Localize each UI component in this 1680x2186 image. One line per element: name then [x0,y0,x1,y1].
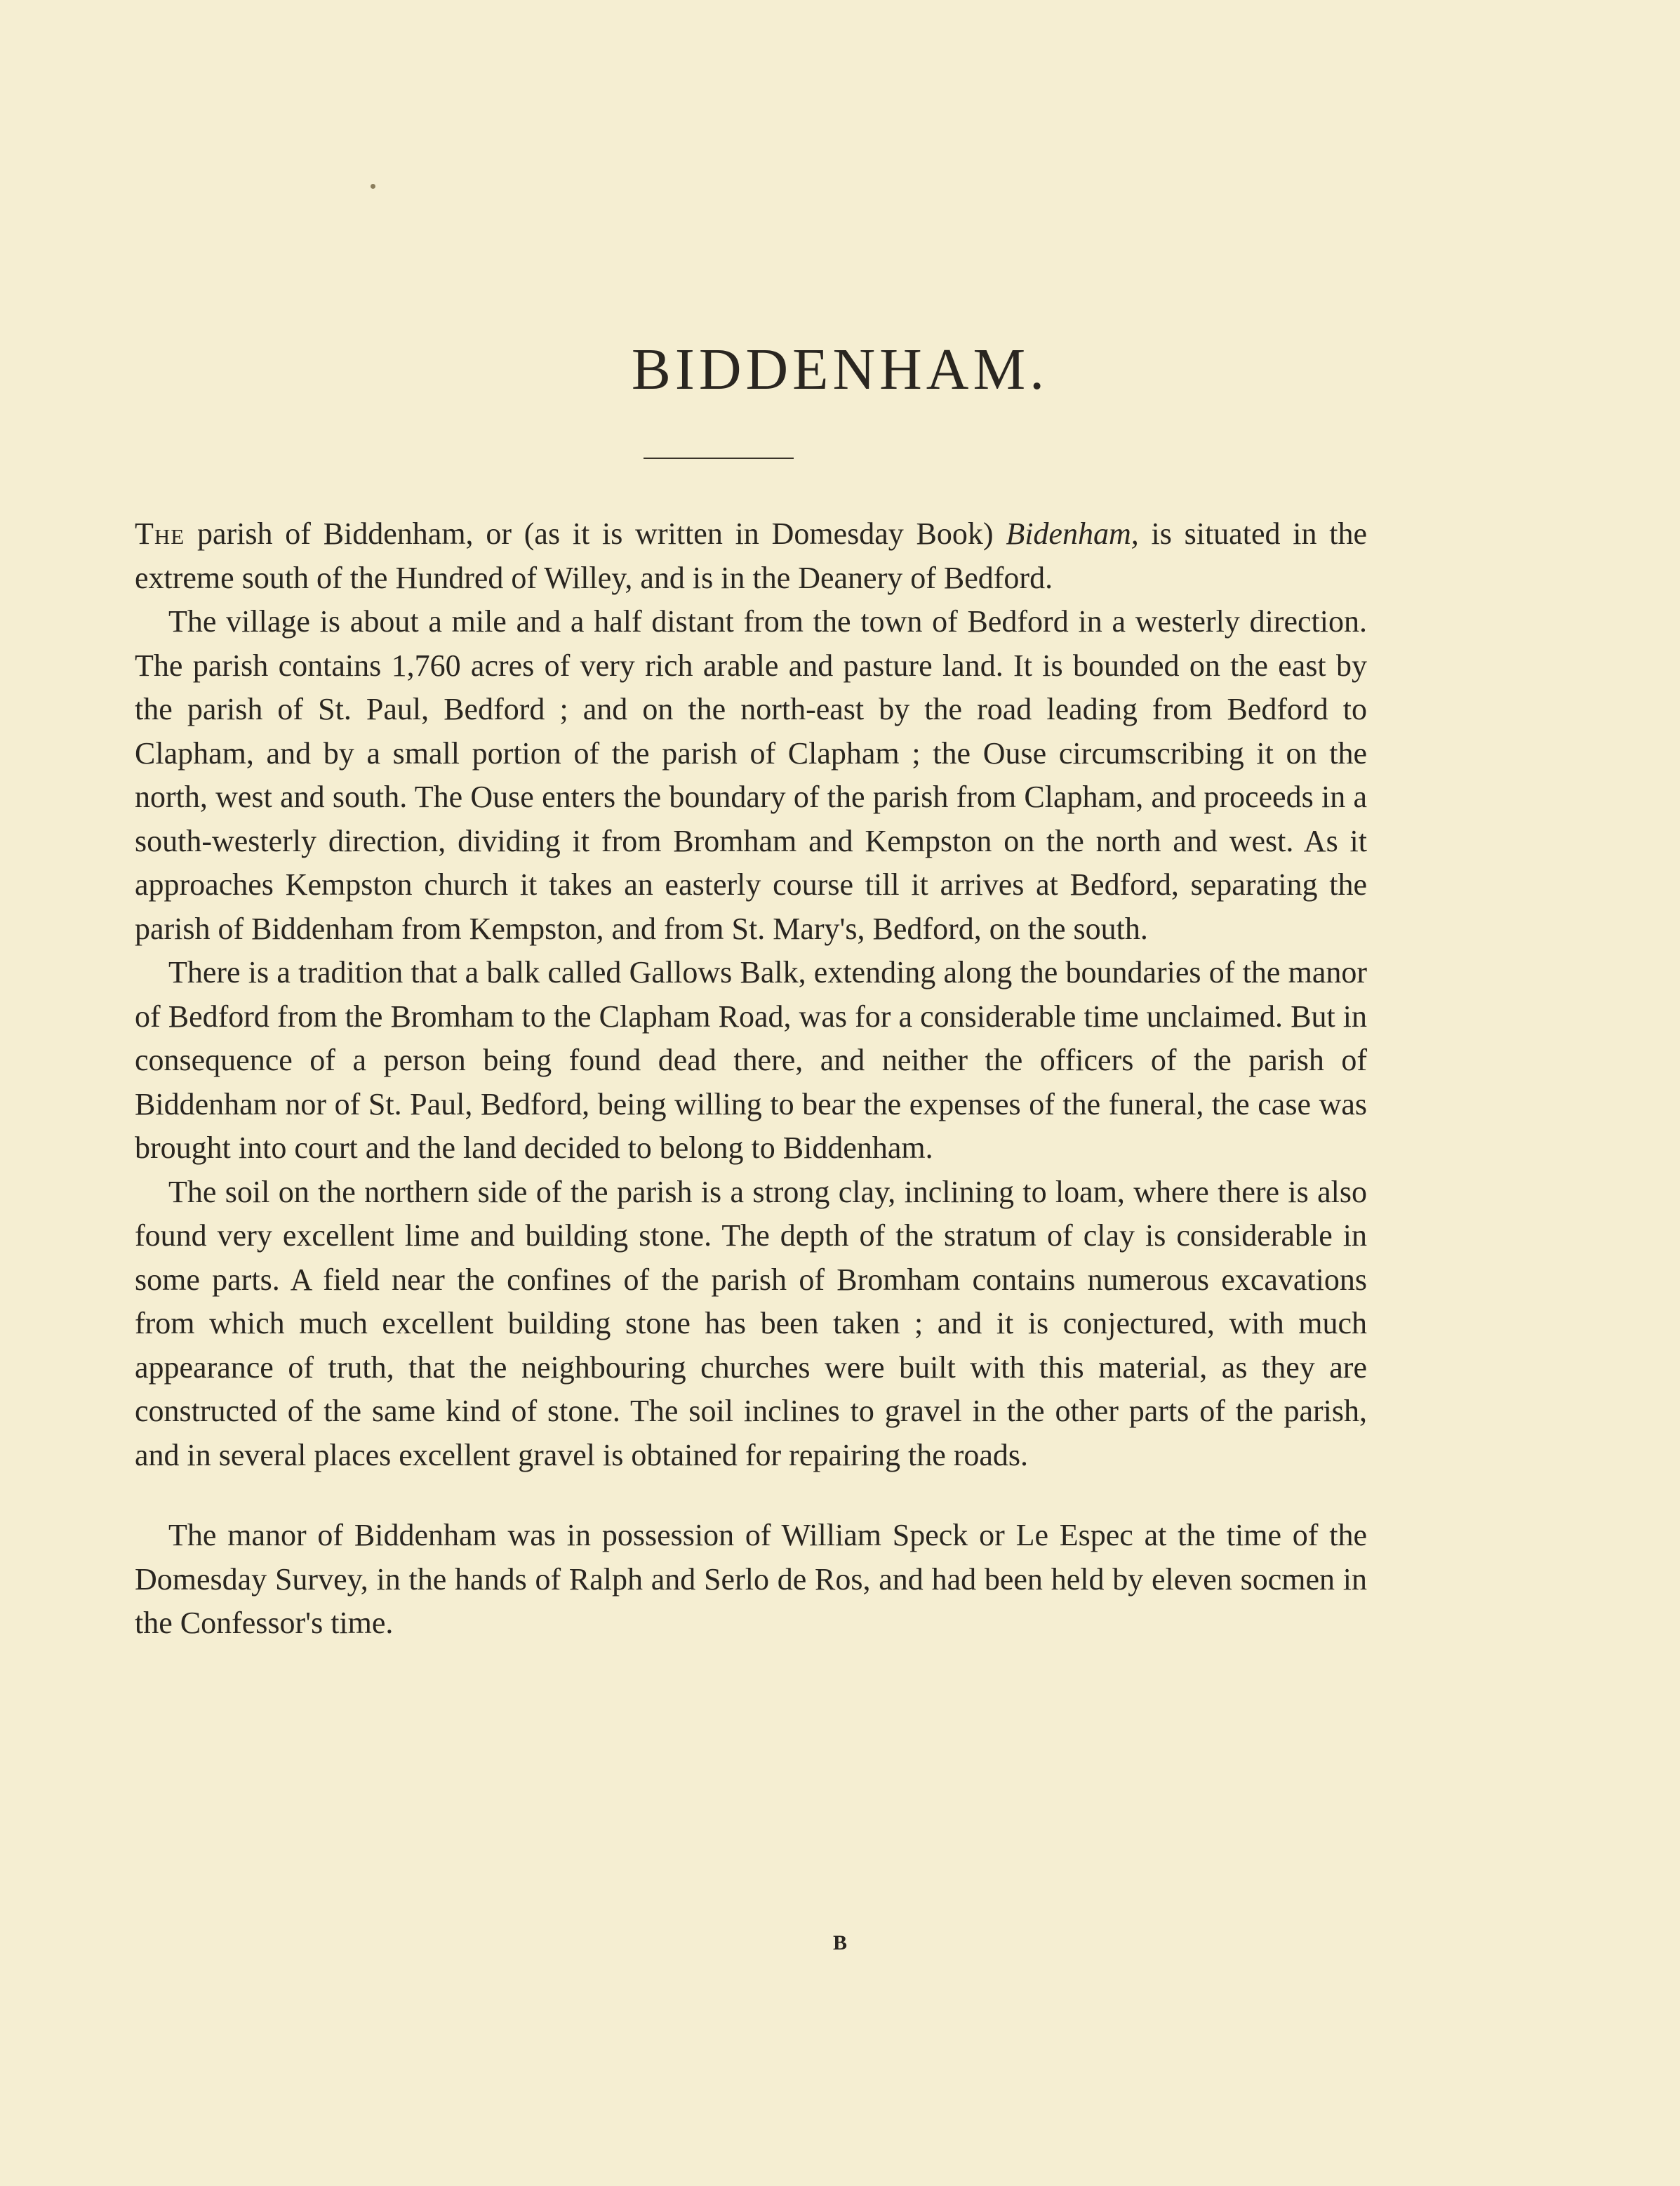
paragraph-1 [135,512,1367,600]
paragraph-text: parish of Biddenham, or (as it is written in Domesday Book) [185,516,1006,551]
italic-term: Bidenham, [1006,516,1139,551]
paragraph-4: The soil on the northern side of the parish is a strong clay, inclining to loam, where there is also found very excellent lime and building stone. The depth of the stratum of clay is considerable in some parts. A field near the confines of the parish of Bromham contains numerous excavations from which much excellent building stone has been taken ; and it is conjectured, with much appearance of truth, that the neighbouring churches were built with this material, as they are constructed of the same kind of stone. The soil inclines to gravel in the other parts of the parish, and in several places excellent gravel is obtained for repairing the roads. [135,1174,1367,1472]
paragraph-text: is situated in the extreme south of the Hundred of Willey, and is in the Deanery of Bedford. [135,516,1367,595]
ink-speck [371,184,375,189]
paragraph-3: There is a tradition that a balk called Gallows Balk, extending along the boundaries of the manor of Bedford from the Bromham to the Clapham Road, was for a considerable time unclaimed. But in consequence of a person being found dead there, and neither the officers of the parish of Biddenham nor of St. Paul, Bedford, being willing to bear the expenses of the funeral, the case was brought into court and the land decided to belong to Biddenham. [135,955,1367,1165]
title-rule [644,458,794,459]
paragraph-2: The village is about a mile and a half distant from the town of Bedford in a westerly direction. The parish contains 1,760 acres of very rich arable and pasture land. It is bounded on the east by the parish of St. Paul, Bedford ; and on the north-east by the road leading from Bedford to Clapham, and by a small portion of the parish of Clapham ; the Ouse circumscribing it on the north, west and south. The Ouse enters the boundary of the parish from Clapham, and proceeds in a south-westerly direction, dividing it from Bromham and Kempston on the north and west. As it approaches Kempston church it takes an easterly course till it arrives at Bedford, separating the parish of Biddenham from Kempston, and from St. Mary's, Bedford, on the south. [135,604,1367,946]
paragraph-5: The manor of Biddenham was in possession of William Speck or Le Espec at the time of the Domesday Survey, in the hands of Ralph and Serlo de Ros, and had been held by eleven socmen in the Confessor's time. [135,1518,1367,1640]
signature-mark: B [832,1931,847,1954]
body-text [135,512,1367,1646]
paragraph-lead: The [135,516,185,551]
page-title: BIDDENHAM. [631,337,1049,402]
